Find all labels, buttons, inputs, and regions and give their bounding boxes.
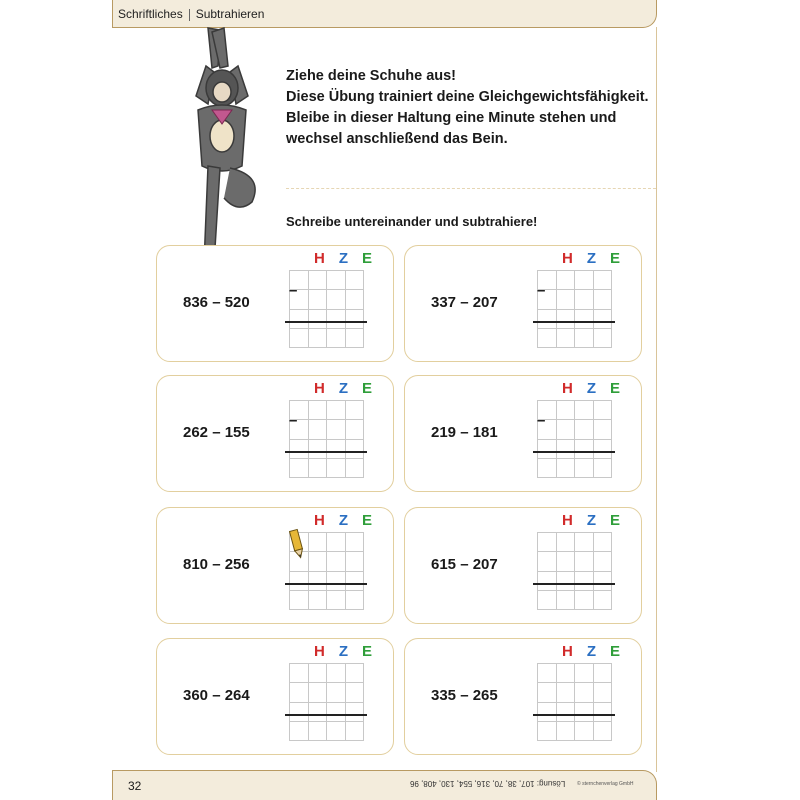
- grid-cell[interactable]: [308, 419, 328, 439]
- grid-cell[interactable]: [289, 682, 309, 702]
- minus-sign: –: [537, 412, 546, 429]
- grid-cell[interactable]: [308, 532, 328, 552]
- grid-cell[interactable]: [574, 458, 594, 478]
- grid-cell[interactable]: [593, 419, 613, 439]
- answer-grid[interactable]: [537, 532, 611, 609]
- exercise-card: [156, 375, 394, 492]
- grid-cell[interactable]: [289, 439, 309, 459]
- grid-cell[interactable]: [289, 663, 309, 683]
- exercise-card: [404, 245, 642, 362]
- grid-cell[interactable]: [574, 270, 594, 290]
- grid-cell[interactable]: [345, 663, 365, 683]
- grid-cell[interactable]: [326, 289, 346, 309]
- grid-cell[interactable]: [556, 532, 576, 552]
- grid-cell[interactable]: [326, 702, 346, 722]
- exercise-card: [404, 638, 642, 755]
- answer-grid[interactable]: [289, 663, 363, 740]
- grid-cell[interactable]: [574, 532, 594, 552]
- grid-cell[interactable]: [574, 400, 594, 420]
- grid-cell[interactable]: [345, 551, 365, 571]
- grid-cell[interactable]: [537, 458, 557, 478]
- pencil-icon: [289, 528, 305, 560]
- grid-cell[interactable]: [574, 663, 594, 683]
- grid-cell[interactable]: [593, 702, 613, 722]
- result-line: [285, 583, 367, 585]
- place-value-header: [307, 512, 379, 529]
- hundreds-label: H: [313, 512, 325, 529]
- grid-cell[interactable]: [574, 590, 594, 610]
- grid-cell[interactable]: [593, 309, 613, 329]
- grid-cell[interactable]: [326, 551, 346, 571]
- grid-cell[interactable]: [326, 663, 346, 683]
- tens-label: Z: [338, 380, 348, 397]
- exercise-card: [404, 375, 642, 492]
- grid-cell[interactable]: [345, 289, 365, 309]
- grid-cell[interactable]: [537, 532, 557, 552]
- grid-cell[interactable]: [326, 400, 346, 420]
- grid-cell[interactable]: [574, 702, 594, 722]
- instruction-line: Bleibe in dieser Haltung eine Minute stehen und: [286, 110, 617, 126]
- grid-cell[interactable]: [326, 682, 346, 702]
- grid-cell[interactable]: [593, 270, 613, 290]
- grid-cell[interactable]: [308, 270, 328, 290]
- grid-cell[interactable]: [593, 571, 613, 591]
- grid-cell[interactable]: [556, 682, 576, 702]
- grid-cell[interactable]: [308, 551, 328, 571]
- answer-grid[interactable]: [537, 270, 611, 347]
- instruction-line: Ziehe deine Schuhe aus!: [286, 68, 457, 84]
- grid-cell[interactable]: [308, 328, 328, 348]
- grid-cell[interactable]: [593, 400, 613, 420]
- subtraction-problem: 360 – 264: [183, 687, 250, 704]
- header-separator: [189, 9, 190, 21]
- grid-cell[interactable]: [326, 439, 346, 459]
- grid-cell[interactable]: [308, 721, 328, 741]
- grid-cell[interactable]: [326, 532, 346, 552]
- subtraction-problem: 219 – 181: [431, 424, 498, 441]
- grid-cell[interactable]: [593, 439, 613, 459]
- result-line: [533, 451, 615, 453]
- ones-label: E: [609, 643, 620, 660]
- tens-label: Z: [338, 512, 348, 529]
- grid-cell[interactable]: [345, 328, 365, 348]
- header-section: Schriftliches: [118, 7, 183, 21]
- grid-cell[interactable]: [326, 328, 346, 348]
- minus-sign: –: [289, 282, 298, 299]
- tens-label: Z: [586, 250, 596, 267]
- ones-label: E: [609, 512, 620, 529]
- ones-label: E: [609, 380, 620, 397]
- instructions-text: [286, 66, 666, 150]
- subtraction-problem: 615 – 207: [431, 556, 498, 573]
- header-topic: Subtrahieren: [195, 7, 265, 21]
- grid-cell[interactable]: [289, 309, 309, 329]
- answer-grid[interactable]: [289, 270, 363, 347]
- grid-cell[interactable]: [537, 590, 557, 610]
- hundreds-label: H: [313, 643, 325, 660]
- exercise-card: [156, 507, 394, 624]
- grid-cell[interactable]: [345, 458, 365, 478]
- grid-cell[interactable]: [556, 439, 576, 459]
- hundreds-label: H: [561, 250, 573, 267]
- grid-cell[interactable]: [345, 682, 365, 702]
- result-line: [533, 714, 615, 716]
- grid-cell[interactable]: [556, 663, 576, 683]
- instruction-line: Diese Übung trainiert deine Gleichgewichtsfähigkeit.: [286, 89, 649, 105]
- subtraction-problem: 335 – 265: [431, 687, 498, 704]
- tens-label: Z: [586, 380, 596, 397]
- grid-cell[interactable]: [556, 590, 576, 610]
- grid-cell[interactable]: [593, 663, 613, 683]
- grid-cell[interactable]: [574, 571, 594, 591]
- answer-grid[interactable]: [289, 400, 363, 477]
- answer-grid[interactable]: [537, 400, 611, 477]
- minus-sign: –: [289, 412, 298, 429]
- exercise-card: [156, 245, 394, 362]
- grid-cell[interactable]: [593, 721, 613, 741]
- grid-cell[interactable]: [345, 532, 365, 552]
- grid-cell[interactable]: [345, 439, 365, 459]
- grid-cell[interactable]: [556, 309, 576, 329]
- subtraction-problem: 337 – 207: [431, 294, 498, 311]
- grid-cell[interactable]: [556, 571, 576, 591]
- grid-cell[interactable]: [345, 571, 365, 591]
- grid-cell[interactable]: [593, 328, 613, 348]
- place-value-header: [555, 512, 627, 529]
- place-value-header: [555, 380, 627, 397]
- grid-cell[interactable]: [289, 590, 309, 610]
- hundreds-label: H: [313, 380, 325, 397]
- grid-cell[interactable]: [537, 721, 557, 741]
- grid-cell[interactable]: [345, 400, 365, 420]
- grid-cell[interactable]: [289, 328, 309, 348]
- place-value-header: [307, 380, 379, 397]
- task-instruction: Schreibe untereinander und subtrahiere!: [286, 214, 538, 229]
- result-line: [533, 321, 615, 323]
- grid-cell[interactable]: [308, 439, 328, 459]
- grid-cell[interactable]: [289, 458, 309, 478]
- hundreds-label: H: [561, 512, 573, 529]
- grid-cell[interactable]: [326, 270, 346, 290]
- solution-text: Lösung: 107, 38, 70, 316, 554, 130, 408, 96: [410, 779, 566, 788]
- grid-cell[interactable]: [345, 702, 365, 722]
- hundreds-label: H: [561, 380, 573, 397]
- tens-label: Z: [586, 512, 596, 529]
- grid-cell[interactable]: [308, 458, 328, 478]
- ones-label: E: [361, 250, 372, 267]
- grid-cell[interactable]: [593, 682, 613, 702]
- place-value-header: [307, 250, 379, 267]
- grid-cell[interactable]: [326, 571, 346, 591]
- grid-cell[interactable]: [556, 458, 576, 478]
- ones-label: E: [609, 250, 620, 267]
- result-line: [285, 321, 367, 323]
- grid-cell[interactable]: [308, 663, 328, 683]
- place-value-header: [307, 643, 379, 660]
- grid-cell[interactable]: [345, 721, 365, 741]
- answer-grid[interactable]: [537, 663, 611, 740]
- grid-cell[interactable]: [537, 328, 557, 348]
- grid-cell[interactable]: [537, 571, 557, 591]
- grid-cell[interactable]: [556, 721, 576, 741]
- grid-cell[interactable]: [345, 270, 365, 290]
- grid-cell[interactable]: [574, 309, 594, 329]
- result-line: [533, 583, 615, 585]
- result-line: [285, 714, 367, 716]
- grid-cell[interactable]: [593, 289, 613, 309]
- grid-cell[interactable]: [308, 702, 328, 722]
- ones-label: E: [361, 643, 372, 660]
- grid-cell[interactable]: [308, 571, 328, 591]
- grid-cell[interactable]: [537, 702, 557, 722]
- exercise-card: [156, 638, 394, 755]
- grid-cell[interactable]: [308, 289, 328, 309]
- grid-cell[interactable]: [593, 458, 613, 478]
- grid-cell[interactable]: [326, 590, 346, 610]
- footer-tab: [112, 770, 657, 800]
- grid-cell[interactable]: [537, 663, 557, 683]
- instruction-line: wechsel anschließend das Bein.: [286, 131, 508, 147]
- grid-cell[interactable]: [308, 309, 328, 329]
- publisher-credit: © sternchenverlag GmbH: [577, 781, 634, 787]
- minus-sign: –: [537, 282, 546, 299]
- grid-cell[interactable]: [537, 551, 557, 571]
- grid-cell[interactable]: [556, 419, 576, 439]
- grid-cell[interactable]: [308, 590, 328, 610]
- grid-cell[interactable]: [593, 551, 613, 571]
- grid-cell[interactable]: [574, 721, 594, 741]
- grid-cell[interactable]: [574, 551, 594, 571]
- grid-cell[interactable]: [556, 702, 576, 722]
- section-divider: [286, 188, 656, 189]
- grid-cell[interactable]: [537, 439, 557, 459]
- hundreds-label: H: [313, 250, 325, 267]
- grid-cell[interactable]: [326, 458, 346, 478]
- monkey-illustration: [168, 26, 276, 270]
- hundreds-label: H: [561, 643, 573, 660]
- place-value-header: [555, 643, 627, 660]
- grid-cell[interactable]: [537, 309, 557, 329]
- grid-cell[interactable]: [574, 439, 594, 459]
- tens-label: Z: [338, 643, 348, 660]
- grid-cell[interactable]: [289, 721, 309, 741]
- grid-cell[interactable]: [556, 400, 576, 420]
- grid-cell[interactable]: [308, 682, 328, 702]
- subtraction-problem: 836 – 520: [183, 294, 250, 311]
- grid-cell[interactable]: [593, 532, 613, 552]
- exercise-card: [404, 507, 642, 624]
- grid-cell[interactable]: [574, 419, 594, 439]
- grid-cell[interactable]: [345, 309, 365, 329]
- grid-cell[interactable]: [326, 419, 346, 439]
- place-value-header: [555, 250, 627, 267]
- grid-cell[interactable]: [326, 721, 346, 741]
- grid-cell[interactable]: [289, 702, 309, 722]
- grid-cell[interactable]: [556, 328, 576, 348]
- subtraction-problem: 262 – 155: [183, 424, 250, 441]
- grid-cell[interactable]: [574, 289, 594, 309]
- ones-label: E: [361, 380, 372, 397]
- ones-label: E: [361, 512, 372, 529]
- tens-label: Z: [338, 250, 348, 267]
- grid-cell[interactable]: [556, 270, 576, 290]
- grid-cell[interactable]: [308, 400, 328, 420]
- header-title: [118, 7, 264, 21]
- page-number: 32: [128, 779, 142, 793]
- grid-cell[interactable]: [326, 309, 346, 329]
- grid-cell[interactable]: [289, 571, 309, 591]
- subtraction-problem: 810 – 256: [183, 556, 250, 573]
- grid-cell[interactable]: [574, 682, 594, 702]
- grid-cell[interactable]: [556, 289, 576, 309]
- result-line: [285, 451, 367, 453]
- tens-label: Z: [586, 643, 596, 660]
- grid-cell[interactable]: [593, 590, 613, 610]
- grid-cell[interactable]: [537, 682, 557, 702]
- grid-cell[interactable]: [556, 551, 576, 571]
- grid-cell[interactable]: [345, 590, 365, 610]
- grid-cell[interactable]: [345, 419, 365, 439]
- grid-cell[interactable]: [574, 328, 594, 348]
- answer-grid[interactable]: [289, 532, 363, 609]
